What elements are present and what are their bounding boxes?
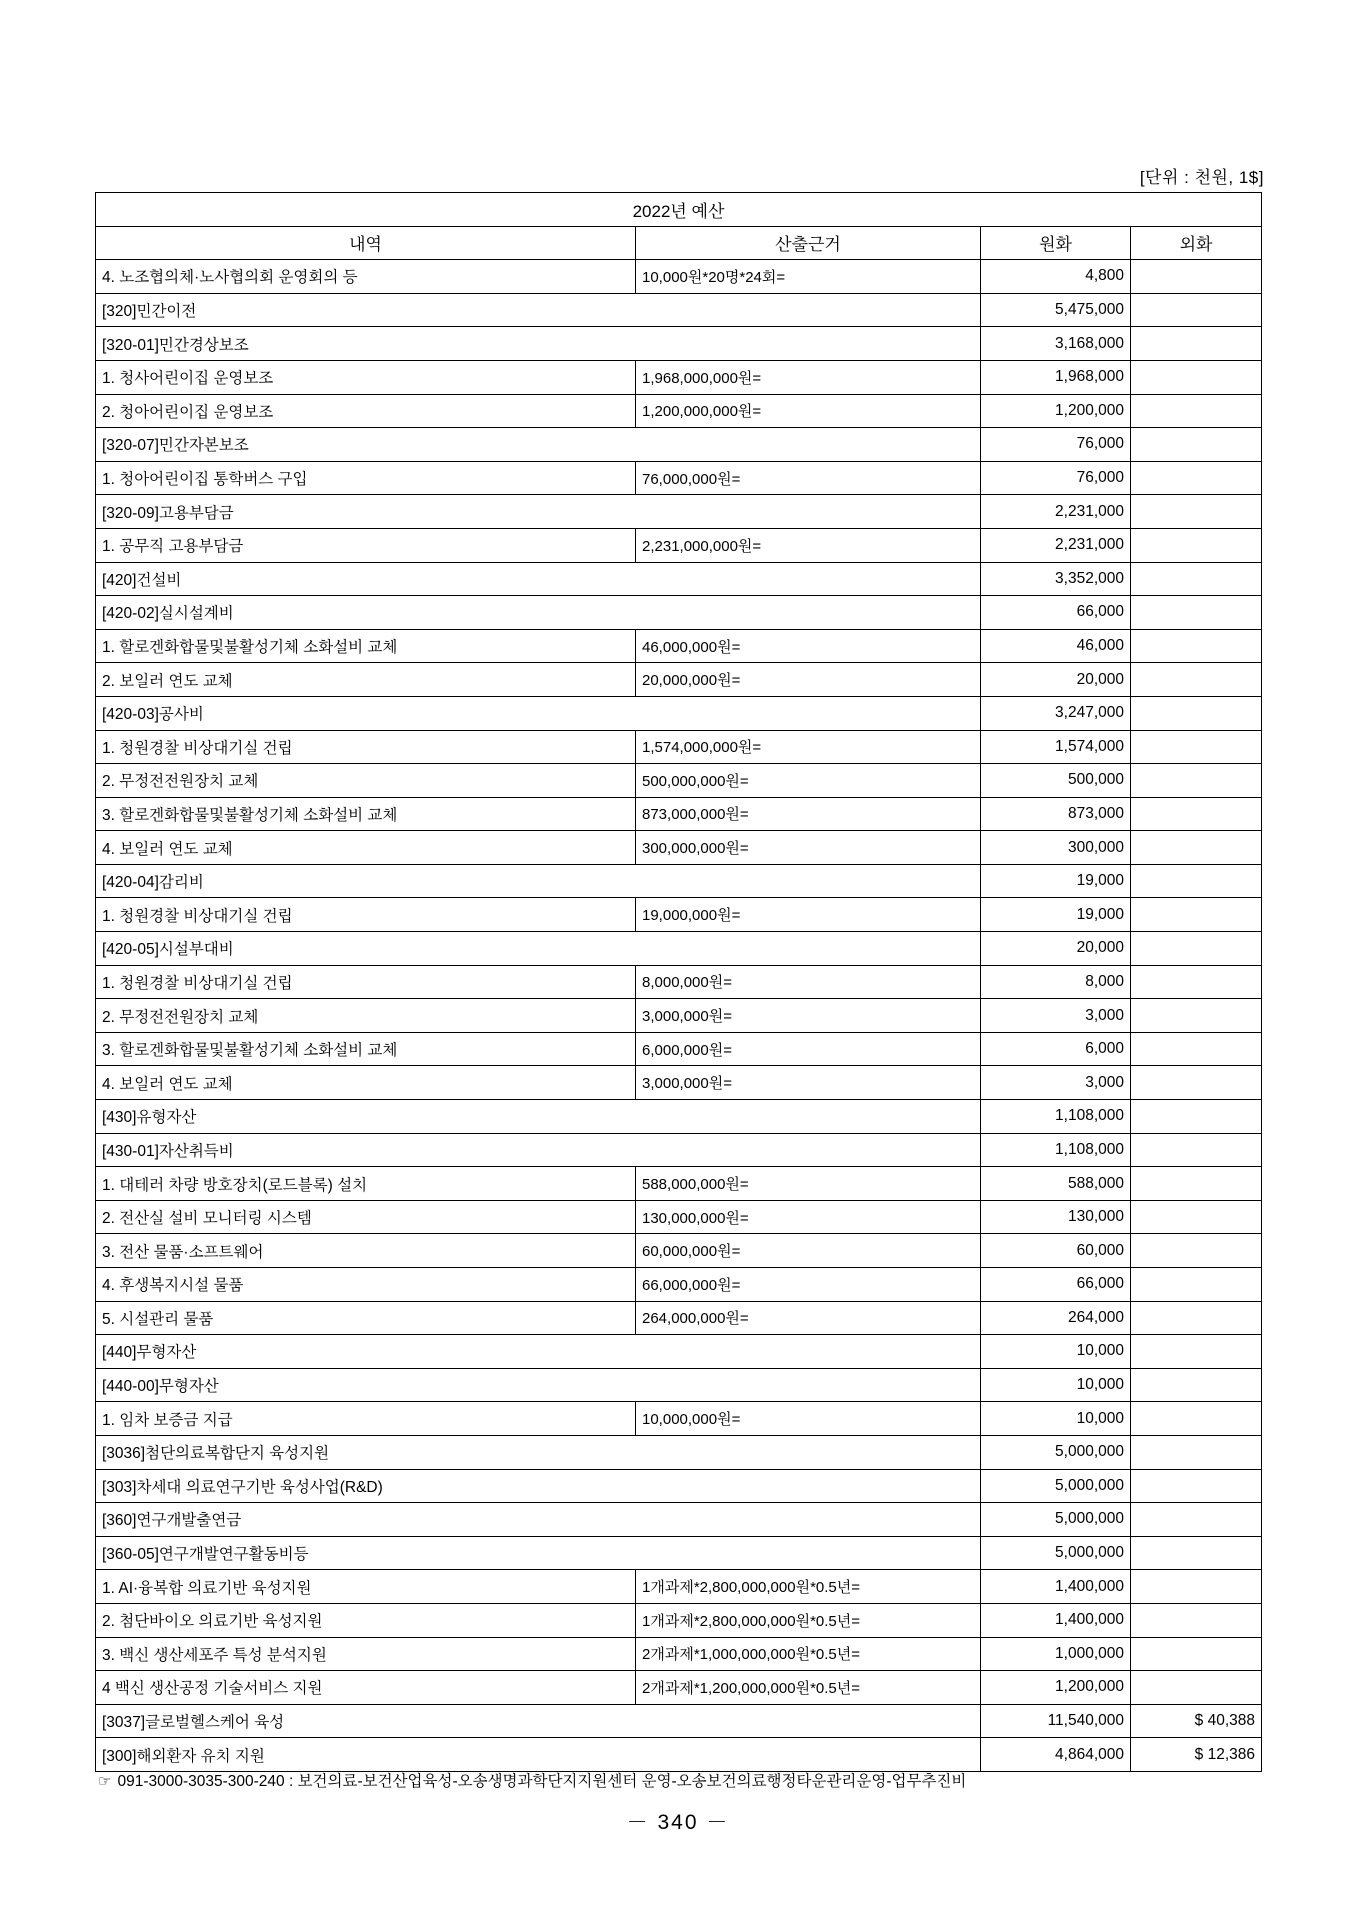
- cell-amount-won: 1,200,000: [981, 394, 1131, 428]
- cell-amount-won: 66,000: [981, 596, 1131, 630]
- cell-calculation-basis: 3,000,000원=: [636, 999, 981, 1033]
- cell-amount-won: 5,000,000: [981, 1469, 1131, 1503]
- column-header-won: 원화: [981, 226, 1131, 260]
- cell-amount-foreign: [1131, 596, 1262, 630]
- cell-amount-foreign: [1131, 394, 1262, 428]
- cell-calculation-basis: 76,000,000원=: [636, 461, 981, 495]
- cell-amount-foreign: [1131, 864, 1262, 898]
- cell-amount-won: 76,000: [981, 461, 1131, 495]
- table-row: [96, 730, 1262, 764]
- table-row: [96, 1335, 1262, 1369]
- table-row: [96, 596, 1262, 630]
- cell-amount-foreign: [1131, 1469, 1262, 1503]
- cell-amount-won: 10,000: [981, 1368, 1131, 1402]
- cell-amount-foreign: [1131, 1234, 1262, 1268]
- cell-amount-won: 4,864,000: [981, 1738, 1131, 1772]
- cell-amount-won: 1,000,000: [981, 1637, 1131, 1671]
- cell-amount-foreign: [1131, 1100, 1262, 1134]
- cell-item-name: [420]건설비: [96, 562, 981, 596]
- cell-calculation-basis: 2개과제*1,200,000,000원*0.5년=: [636, 1671, 981, 1705]
- table-row: [96, 1133, 1262, 1167]
- column-header-fx: 외화: [1131, 226, 1262, 260]
- cell-item-name: 4. 보일러 연도 교체: [96, 1066, 636, 1100]
- cell-amount-foreign: [1131, 495, 1262, 529]
- table-row: [96, 1301, 1262, 1335]
- cell-amount-foreign: [1131, 1301, 1262, 1335]
- cell-item-name: [430]유형자산: [96, 1100, 981, 1134]
- table-header-row: [96, 226, 1262, 260]
- cell-calculation-basis: 1,968,000,000원=: [636, 360, 981, 394]
- footnote: [98, 1769, 966, 1791]
- cell-amount-foreign: [1131, 1200, 1262, 1234]
- table-row: [96, 1200, 1262, 1234]
- cell-item-name: [420-04]감리비: [96, 864, 981, 898]
- cell-item-name: [3037]글로벌헬스케어 육성: [96, 1704, 981, 1738]
- table-row: [96, 1402, 1262, 1436]
- cell-amount-won: 1,574,000: [981, 730, 1131, 764]
- cell-calculation-basis: 1개과제*2,800,000,000원*0.5년=: [636, 1570, 981, 1604]
- table-row: [96, 1637, 1262, 1671]
- cell-amount-won: 20,000: [981, 663, 1131, 697]
- cell-amount-foreign: [1131, 999, 1262, 1033]
- cell-amount-foreign: [1131, 1032, 1262, 1066]
- cell-amount-won: 10,000: [981, 1402, 1131, 1436]
- table-row: [96, 260, 1262, 294]
- cell-item-name: 5. 시설관리 물품: [96, 1301, 636, 1335]
- cell-amount-foreign: [1131, 428, 1262, 462]
- cell-amount-won: 2,231,000: [981, 495, 1131, 529]
- cell-item-name: 4 백신 생산공정 기술서비스 지원: [96, 1671, 636, 1705]
- cell-amount-won: 300,000: [981, 831, 1131, 865]
- table-row: [96, 1536, 1262, 1570]
- cell-calculation-basis: 19,000,000원=: [636, 898, 981, 932]
- cell-calculation-basis: 873,000,000원=: [636, 797, 981, 831]
- cell-calculation-basis: 10,000원*20명*24회=: [636, 260, 981, 294]
- table-row: [96, 932, 1262, 966]
- cell-amount-foreign: [1131, 1268, 1262, 1302]
- table-row: [96, 864, 1262, 898]
- cell-item-name: 3. 백신 생산세포주 특성 분석지원: [96, 1637, 636, 1671]
- cell-item-name: 2. 무정전전원장치 교체: [96, 764, 636, 798]
- cell-item-name: [3036]첨단의료복합단지 육성지원: [96, 1435, 981, 1469]
- cell-amount-won: 19,000: [981, 864, 1131, 898]
- budget-table: [95, 192, 1262, 1772]
- cell-calculation-basis: 130,000,000원=: [636, 1200, 981, 1234]
- cell-item-name: [440-00]무형자산: [96, 1368, 981, 1402]
- cell-amount-foreign: [1131, 360, 1262, 394]
- cell-amount-foreign: [1131, 293, 1262, 327]
- table-row: [96, 999, 1262, 1033]
- cell-amount-foreign: [1131, 1503, 1262, 1537]
- cell-item-name: 4. 노조협의체·노사협의회 운영회의 등: [96, 260, 636, 294]
- cell-amount-won: 5,000,000: [981, 1503, 1131, 1537]
- table-row: [96, 764, 1262, 798]
- cell-item-name: [430-01]자산취득비: [96, 1133, 981, 1167]
- cell-item-name: 3. 할로겐화합물및불활성기체 소화설비 교체: [96, 1032, 636, 1066]
- cell-amount-foreign: [1131, 1570, 1262, 1604]
- cell-amount-foreign: [1131, 1133, 1262, 1167]
- cell-amount-foreign: [1131, 1637, 1262, 1671]
- cell-amount-foreign: $ 40,388: [1131, 1704, 1262, 1738]
- cell-amount-won: 500,000: [981, 764, 1131, 798]
- cell-item-name: 4. 후생복지시설 물품: [96, 1268, 636, 1302]
- unit-note: [단위 : 천원, 1$]: [1139, 168, 1264, 187]
- cell-calculation-basis: 300,000,000원=: [636, 831, 981, 865]
- table-row: [96, 461, 1262, 495]
- cell-amount-won: 11,540,000: [981, 1704, 1131, 1738]
- table-row: [96, 360, 1262, 394]
- cell-amount-won: 3,000: [981, 1066, 1131, 1100]
- cell-calculation-basis: 10,000,000원=: [636, 1402, 981, 1436]
- cell-amount-foreign: [1131, 1671, 1262, 1705]
- table-row: [96, 1435, 1262, 1469]
- cell-amount-foreign: [1131, 562, 1262, 596]
- page-number: － 340 －: [626, 1811, 730, 1834]
- cell-item-name: 3. 전산 물품·소프트웨어: [96, 1234, 636, 1268]
- cell-calculation-basis: 60,000,000원=: [636, 1234, 981, 1268]
- cell-amount-won: 588,000: [981, 1167, 1131, 1201]
- table-row: [96, 528, 1262, 562]
- table-row: [96, 1704, 1262, 1738]
- cell-item-name: [420-03]공사비: [96, 696, 981, 730]
- cell-calculation-basis: 8,000,000원=: [636, 965, 981, 999]
- table-row: [96, 1167, 1262, 1201]
- cell-amount-won: 1,400,000: [981, 1603, 1131, 1637]
- cell-item-name: 1. 청사어린이집 운영보조: [96, 360, 636, 394]
- cell-amount-foreign: [1131, 932, 1262, 966]
- cell-item-name: 2. 첨단바이오 의료기반 육성지원: [96, 1603, 636, 1637]
- cell-amount-foreign: [1131, 1335, 1262, 1369]
- cell-item-name: 3. 할로겐화합물및불활성기체 소화설비 교체: [96, 797, 636, 831]
- cell-amount-foreign: [1131, 663, 1262, 697]
- cell-item-name: [320-01]민간경상보조: [96, 327, 981, 361]
- cell-amount-won: 3,168,000: [981, 327, 1131, 361]
- table-row: [96, 495, 1262, 529]
- table-row: [96, 428, 1262, 462]
- cell-amount-foreign: [1131, 730, 1262, 764]
- table-row: [96, 1234, 1262, 1268]
- cell-amount-won: 19,000: [981, 898, 1131, 932]
- cell-amount-foreign: [1131, 1435, 1262, 1469]
- cell-item-name: [320-07]민간자본보조: [96, 428, 981, 462]
- cell-amount-foreign: [1131, 831, 1262, 865]
- table-row: [96, 1368, 1262, 1402]
- cell-amount-won: 8,000: [981, 965, 1131, 999]
- budget-table-body: [96, 193, 1262, 1772]
- table-row: [96, 1100, 1262, 1134]
- table-row: [96, 1066, 1262, 1100]
- cell-amount-won: 3,247,000: [981, 696, 1131, 730]
- table-row: [96, 1603, 1262, 1637]
- table-row: [96, 293, 1262, 327]
- cell-item-name: [440]무형자산: [96, 1335, 981, 1369]
- cell-amount-foreign: [1131, 1536, 1262, 1570]
- cell-amount-won: 1,108,000: [981, 1100, 1131, 1134]
- table-row: [96, 1738, 1262, 1772]
- table-row: [96, 394, 1262, 428]
- cell-calculation-basis: 1,200,000,000원=: [636, 394, 981, 428]
- cell-amount-won: 1,400,000: [981, 1570, 1131, 1604]
- table-row: [96, 696, 1262, 730]
- cell-amount-won: 5,000,000: [981, 1536, 1131, 1570]
- table-title: 2022년 예산: [96, 193, 1262, 227]
- cell-item-name: [300]해외환자 유치 지원: [96, 1738, 981, 1772]
- cell-amount-won: 5,000,000: [981, 1435, 1131, 1469]
- cell-calculation-basis: 500,000,000원=: [636, 764, 981, 798]
- table-row: [96, 1503, 1262, 1537]
- table-row: [96, 1570, 1262, 1604]
- column-header-basis: 산출근거: [636, 226, 981, 260]
- cell-amount-foreign: [1131, 1167, 1262, 1201]
- cell-calculation-basis: 3,000,000원=: [636, 1066, 981, 1100]
- cell-amount-won: 3,352,000: [981, 562, 1131, 596]
- table-row: [96, 562, 1262, 596]
- cell-amount-foreign: [1131, 629, 1262, 663]
- cell-amount-won: 873,000: [981, 797, 1131, 831]
- cell-calculation-basis: 264,000,000원=: [636, 1301, 981, 1335]
- cell-amount-won: 60,000: [981, 1234, 1131, 1268]
- cell-amount-won: 10,000: [981, 1335, 1131, 1369]
- cell-item-name: 1. 청원경찰 비상대기실 건립: [96, 730, 636, 764]
- table-row: [96, 797, 1262, 831]
- table-row: [96, 663, 1262, 697]
- table-row: [96, 1469, 1262, 1503]
- cell-calculation-basis: 46,000,000원=: [636, 629, 981, 663]
- cell-calculation-basis: 2개과제*1,000,000,000원*0.5년=: [636, 1637, 981, 1671]
- cell-item-name: 1. 청아어린이집 통학버스 구입: [96, 461, 636, 495]
- cell-item-name: 2. 무정전전원장치 교체: [96, 999, 636, 1033]
- cell-amount-won: 6,000: [981, 1032, 1131, 1066]
- cell-item-name: 2. 보일러 연도 교체: [96, 663, 636, 697]
- table-row: [96, 327, 1262, 361]
- cell-amount-foreign: [1131, 696, 1262, 730]
- cell-item-name: 1. 공무직 고용부담금: [96, 528, 636, 562]
- table-row: [96, 1032, 1262, 1066]
- cell-amount-won: 1,200,000: [981, 1671, 1131, 1705]
- cell-amount-won: 2,231,000: [981, 528, 1131, 562]
- cell-item-name: 4. 보일러 연도 교체: [96, 831, 636, 865]
- cell-amount-won: 76,000: [981, 428, 1131, 462]
- cell-amount-foreign: [1131, 898, 1262, 932]
- cell-amount-foreign: [1131, 797, 1262, 831]
- table-row: [96, 965, 1262, 999]
- cell-amount-foreign: [1131, 965, 1262, 999]
- cell-item-name: 1. 할로겐화합물및불활성기체 소화설비 교체: [96, 629, 636, 663]
- cell-calculation-basis: 66,000,000원=: [636, 1268, 981, 1302]
- table-row: [96, 898, 1262, 932]
- cell-calculation-basis: 588,000,000원=: [636, 1167, 981, 1201]
- cell-amount-won: 20,000: [981, 932, 1131, 966]
- cell-amount-won: 5,475,000: [981, 293, 1131, 327]
- cell-calculation-basis: 2,231,000,000원=: [636, 528, 981, 562]
- table-row: [96, 1268, 1262, 1302]
- cell-amount-won: 1,968,000: [981, 360, 1131, 394]
- cell-amount-foreign: [1131, 528, 1262, 562]
- cell-amount-foreign: [1131, 1066, 1262, 1100]
- cell-calculation-basis: 1,574,000,000원=: [636, 730, 981, 764]
- table-row: [96, 1671, 1262, 1705]
- cell-item-name: [303]차세대 의료연구기반 육성사업(R&D): [96, 1469, 981, 1503]
- cell-amount-foreign: [1131, 260, 1262, 294]
- cell-item-name: [420-02]실시설계비: [96, 596, 981, 630]
- cell-amount-foreign: [1131, 461, 1262, 495]
- cell-amount-foreign: [1131, 764, 1262, 798]
- cell-calculation-basis: 6,000,000원=: [636, 1032, 981, 1066]
- cell-item-name: [320]민간이전: [96, 293, 981, 327]
- cell-item-name: 2. 청아어린이집 운영보조: [96, 394, 636, 428]
- cell-amount-won: 46,000: [981, 629, 1131, 663]
- cell-item-name: 2. 전산실 설비 모니터링 시스템: [96, 1200, 636, 1234]
- table-title-row: [96, 193, 1262, 227]
- column-header-name: 내역: [96, 226, 636, 260]
- cell-amount-foreign: [1131, 1368, 1262, 1402]
- cell-calculation-basis: 1개과제*2,800,000,000원*0.5년=: [636, 1603, 981, 1637]
- cell-item-name: 1. 임차 보증금 지급: [96, 1402, 636, 1436]
- cell-item-name: [320-09]고용부담금: [96, 495, 981, 529]
- footnote-text: 091-3000-3035-300-240 : 보건의료-보건산업육성-오송생명과학단지지원센터 운영-오송보건의료행정타운관리운영-업무추진비: [117, 1773, 967, 1790]
- cell-amount-won: 264,000: [981, 1301, 1131, 1335]
- cell-amount-foreign: [1131, 327, 1262, 361]
- cell-amount-won: 1,108,000: [981, 1133, 1131, 1167]
- cell-amount-won: 130,000: [981, 1200, 1131, 1234]
- cell-amount-won: 4,800: [981, 260, 1131, 294]
- cell-calculation-basis: 20,000,000원=: [636, 663, 981, 697]
- cell-amount-foreign: [1131, 1603, 1262, 1637]
- cell-item-name: [360]연구개발출연금: [96, 1503, 981, 1537]
- cell-amount-won: 3,000: [981, 999, 1131, 1033]
- cell-amount-foreign: $ 12,386: [1131, 1738, 1262, 1772]
- cell-item-name: 1. AI·융복합 의료기반 육성지원: [96, 1570, 636, 1604]
- table-row: [96, 629, 1262, 663]
- table-row: [96, 831, 1262, 865]
- cell-amount-won: 66,000: [981, 1268, 1131, 1302]
- pointing-hand-icon: ☞: [98, 1773, 112, 1790]
- cell-amount-foreign: [1131, 1402, 1262, 1436]
- cell-item-name: [420-05]시설부대비: [96, 932, 981, 966]
- cell-item-name: 1. 청원경찰 비상대기실 건립: [96, 898, 636, 932]
- cell-item-name: [360-05]연구개발연구활동비등: [96, 1536, 981, 1570]
- cell-item-name: 1. 청원경찰 비상대기실 건립: [96, 965, 636, 999]
- cell-item-name: 1. 대테러 차량 방호장치(로드블록) 설치: [96, 1167, 636, 1201]
